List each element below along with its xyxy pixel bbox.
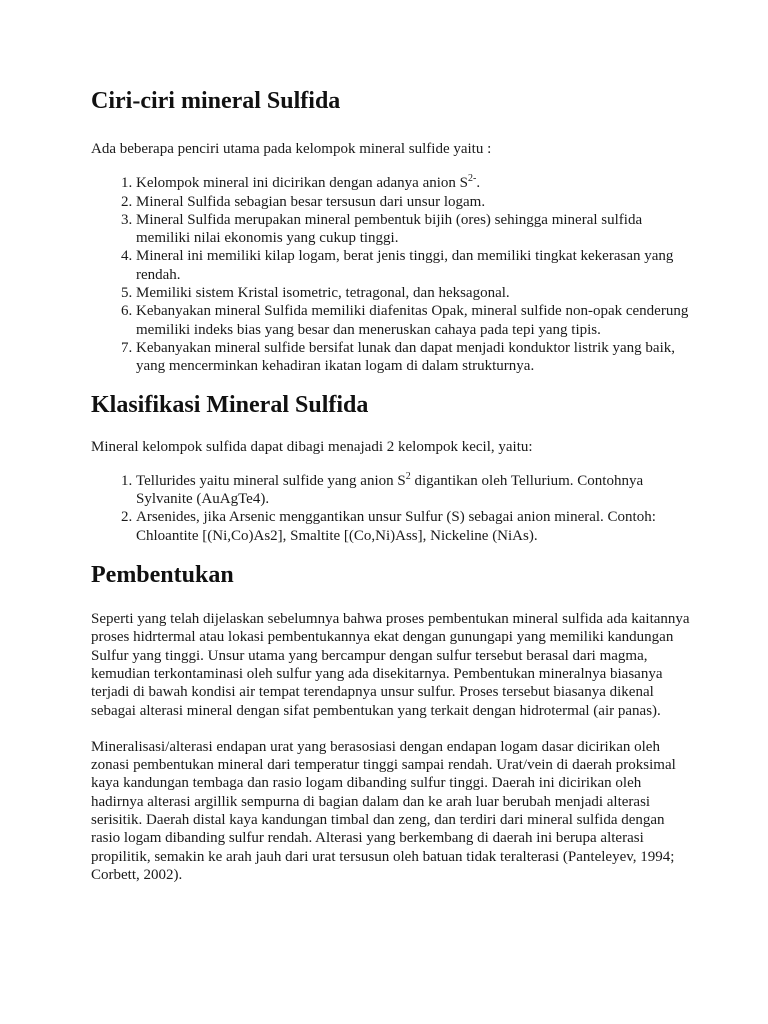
- paragraph-pembentukan-2: Mineralisasi/alterasi endapan urat yang berasosiasi dengan endapan logam dasar dicirikan oleh zonasi pembentukan mineral dari temperatur tinggi sampai rendah. Urat/vein di daerah proksimal kaya kandungan tembaga dan rasio logam dibanding sulfur tinggi. Daerah ini dicirikan oleh hadirnya alterasi argillik sempurna di bagian dalam dan ke arah luar berubah menjadi alterasi serisitik. Daerah distal kaya kandungan timbal dan zeng, dan terdiri dari mineral sulfida dengan rasio logam dibanding sulfur rendah. Alterasi yang berkembang di daerah ini berupa alterasi propilitik, semakin ke arah jauh dari urat tersusun oleh batuan tidak teralterasi (Panteleyev, 1994; Corbett, 2002).: [91, 738, 676, 883]
- list-item: [136, 472, 691, 509]
- item-text: Kelompok mineral ini dicirikan dengan adanya anion S: [136, 175, 468, 192]
- list-item: 6. Kebanyakan mineral Sulfida memiliki diafenitas Opak, mineral sulfide non-opak cenderung memiliki indeks bias yang besar dan meneruskan cahaya pada tepi yang tipis.: [136, 302, 691, 339]
- list-item: 2. Arsenides, jika Arsenic menggantikan unsur Sulfur (S) sebagai anion mineral. Contoh: Chloantite [(Ni,Co)As2], Smaltite [(Co,Ni)Ass], Nickeline (NiAs).: [136, 508, 691, 545]
- heading-pembentukan: Pembentukan: [91, 562, 234, 589]
- intro-ciri-ciri: Ada beberapa penciri utama pada kelompok mineral sulfide yaitu :: [91, 141, 492, 157]
- intro-klasifikasi: Mineral kelompok sulfida dapat dibagi menajadi 2 kelompok kecil, yaitu:: [91, 438, 533, 455]
- heading-ciri-ciri: Ciri-ciri mineral Sulfida: [91, 88, 341, 114]
- item-text: .: [476, 175, 481, 192]
- list-item: 5. Memiliki sistem Kristal isometric, tetragonal, dan heksagonal.: [136, 284, 691, 302]
- superscript-charge: 2-: [468, 173, 477, 185]
- list-ciri-ciri: [91, 174, 691, 375]
- list-klasifikasi: [91, 472, 691, 545]
- list-item: 3. Mineral Sulfida merupakan mineral pembentuk bijih (ores) sehingga mineral sulfida memiliki nilai ekonomis yang cukup tinggi.: [136, 211, 691, 248]
- superscript-charge: 2: [405, 470, 411, 482]
- list-item: 7. Kebanyakan mineral sulfide bersifat lunak dan dapat menjadi konduktor listrik yang baik, yang mencerminkan kehadiran ikatan logam di dalam strukturnya.: [136, 339, 691, 376]
- heading-klasifikasi: Klasifikasi Mineral Sulfida: [91, 391, 369, 418]
- list-item: [136, 174, 691, 192]
- list-item: 4. Mineral ini memiliki kilap logam, berat jenis tinggi, dan memiliki tingkat kekerasan yang rendah.: [136, 247, 691, 284]
- item-text: Tellurides yaitu mineral sulfide yang anion S: [136, 472, 406, 489]
- item-text: digantikan oleh Tellurium. Contohnya Sylvanite (AuAgTe4).: [136, 472, 644, 508]
- list-item: 2. Mineral Sulfida sebagian besar tersusun dari unsur logam.: [136, 193, 691, 211]
- paragraph-pembentukan-1: Seperti yang telah dijelaskan sebelumnya bahwa proses pembentukan mineral sulfida ada kaitannya proses hidrtermal atau lokasi pembentukannya ekat dengan gunungapi yang memiliki kandungan Sulfur yang tinggi. Unsur utama yang bercampur dengan sulfur tersebut berasal dari magma, kemudian terkontaminasi oleh sulfur yang ada disekitarnya. Pembentukan mineralnya biasanya terjadi di bawah kondisi air tempat terendapnya unsur sulfur. Proses tersebut biasanya dikenal sebagai alterasi mineral dengan sifat pembentukan yang terkait dengan hidrotermal (air panas).: [91, 611, 690, 719]
- document-page: [91, 86, 691, 884]
